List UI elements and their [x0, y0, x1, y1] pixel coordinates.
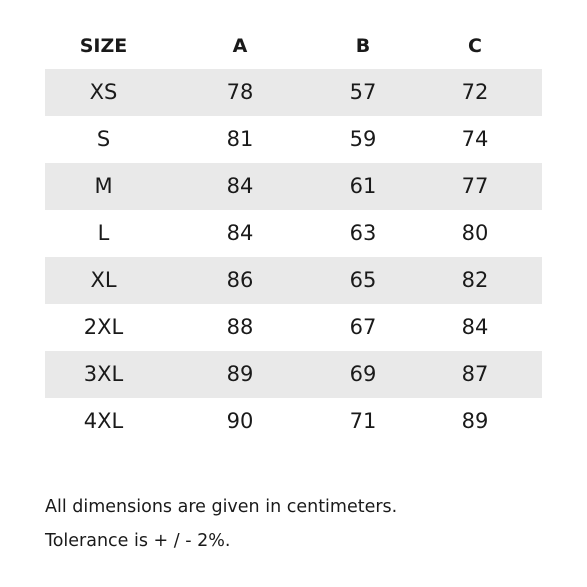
units-note: All dimensions are given in centimeters.: [45, 497, 398, 517]
a-cell: 89: [226, 362, 254, 386]
c-cell: 84: [461, 315, 489, 339]
table-row: [45, 398, 542, 445]
header-b: B: [355, 34, 371, 57]
c-cell: 77: [461, 174, 489, 198]
b-cell: 63: [349, 221, 377, 245]
size-cell: M: [94, 174, 113, 198]
size-chart-table: [45, 23, 542, 445]
a-cell: 84: [226, 221, 254, 245]
footnotes: [45, 490, 397, 558]
c-cell: 87: [461, 362, 489, 386]
c-cell: 74: [461, 127, 489, 151]
a-cell: 88: [226, 315, 254, 339]
b-cell: 69: [349, 362, 377, 386]
table-row: [45, 304, 542, 351]
a-cell: 90: [226, 409, 254, 433]
a-cell: 78: [226, 80, 254, 104]
c-cell: 82: [461, 268, 489, 292]
size-cell: 2XL: [83, 315, 124, 339]
a-cell: 81: [226, 127, 254, 151]
size-cell: 3XL: [83, 362, 124, 386]
size-cell: L: [97, 221, 110, 245]
b-cell: 67: [349, 315, 377, 339]
header-size: SIZE: [79, 34, 128, 57]
c-cell: 89: [461, 409, 489, 433]
table-header-row: [45, 23, 542, 69]
b-cell: 71: [349, 409, 377, 433]
b-cell: 59: [349, 127, 377, 151]
size-cell: XL: [90, 268, 117, 292]
size-cell: 4XL: [83, 409, 124, 433]
header-c: C: [468, 34, 482, 57]
c-cell: 80: [461, 221, 489, 245]
tolerance-note: Tolerance is + / - 2%.: [45, 531, 231, 551]
b-cell: 65: [349, 268, 377, 292]
header-a: A: [232, 34, 248, 57]
a-cell: 84: [226, 174, 254, 198]
size-cell: S: [96, 127, 111, 151]
table-row: [45, 210, 542, 257]
table-row: [45, 257, 542, 304]
table-row: [45, 116, 542, 163]
table-row: [45, 69, 542, 116]
c-cell: 72: [461, 80, 489, 104]
b-cell: 61: [349, 174, 377, 198]
table-row: [45, 351, 542, 398]
table-row: [45, 163, 542, 210]
a-cell: 86: [226, 268, 254, 292]
b-cell: 57: [349, 80, 377, 104]
size-cell: XS: [89, 80, 118, 104]
